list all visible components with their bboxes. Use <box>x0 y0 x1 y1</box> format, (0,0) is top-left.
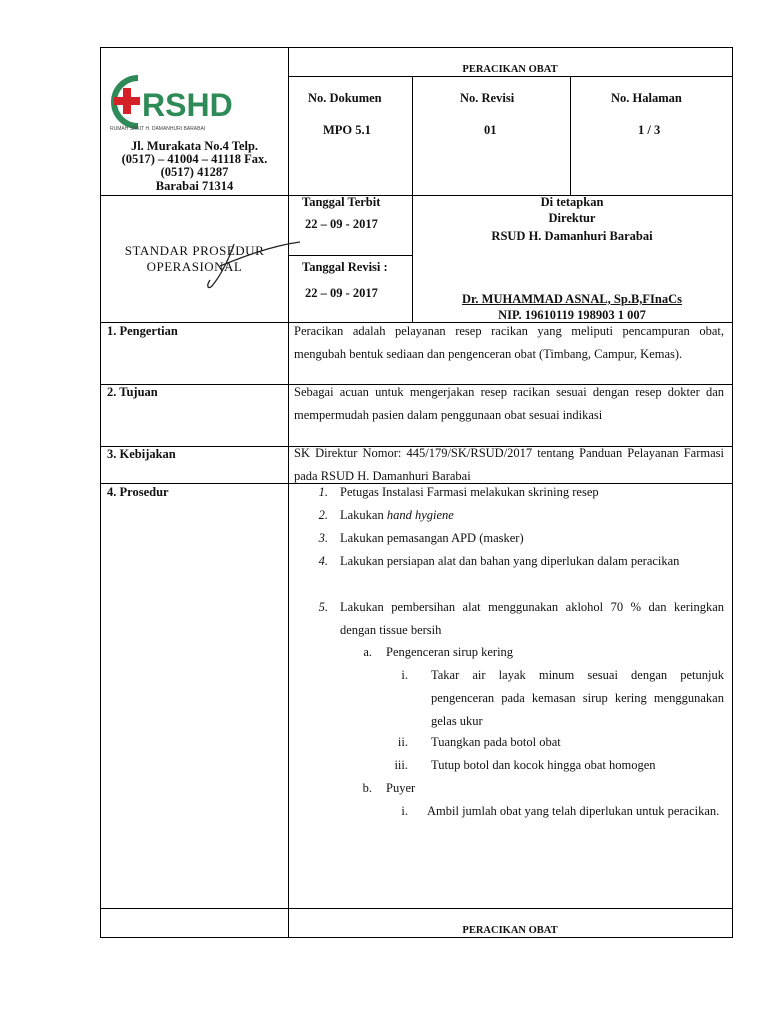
table-border <box>732 47 733 938</box>
step-number: 1. <box>318 485 328 499</box>
address-line: Barabai 71314 <box>155 179 234 193</box>
rsud-label: RSUD H. Damanhuri Barabai <box>491 229 653 243</box>
substep-text: Puyer <box>386 781 416 795</box>
footer-title: PERACIKAN OBAT <box>462 925 558 936</box>
sop-title: STANDAR PROSEDUR <box>124 243 265 258</box>
substep-letter: a. <box>363 645 372 659</box>
no-revisi-label: No. Revisi <box>460 91 515 105</box>
section-label-pengertian: 1. Pengertian <box>107 324 178 338</box>
table-border <box>288 47 289 938</box>
address-line: (0517) – 41004 – 41118 Fax. <box>121 152 268 166</box>
roman-number: i. <box>401 668 408 682</box>
document-title: PERACIKAN OBAT <box>462 64 558 75</box>
tanggal-terbit-label: Tanggal Terbit <box>302 195 381 209</box>
step-text: Lakukan persiapan alat dan bahan yang diperlukan dalam peracikan <box>340 554 680 568</box>
direktur-label: Direktur <box>548 211 596 225</box>
roman-number: i. <box>401 804 408 818</box>
svg-text:RUMAH SAKIT H. DAMANHURI BARAB: RUMAH SAKIT H. DAMANHURI BARABAI <box>110 126 206 132</box>
step-number: 3. <box>318 531 328 545</box>
step-text: Petugas Instalasi Farmasi melakukan skrining resep <box>340 485 599 499</box>
roman-text: Tutup botol dan kocok hingga obat homogen <box>431 758 656 772</box>
tanggal-terbit-value: 22 – 09 - 2017 <box>305 217 378 231</box>
address-line: Jl. Murakata No.4 Telp. <box>130 139 259 153</box>
roman-number: iii. <box>394 758 408 772</box>
pengertian-text: Peracikan adalah pelayanan resep racikan yang meliputi pencampuran obat, mengubah bentuk sediaan dan pengenceran obat (Timbang, Campur, Kemas). <box>294 324 724 361</box>
step-text: Lakukan pembersihan alat menggunakan aklohol 70 % dan keringkan dengan tissue bersih <box>340 600 724 637</box>
substep-text: Pengenceran sirup kering <box>386 645 514 659</box>
step-number: 5. <box>318 600 328 614</box>
ditetapkan-label: Di tetapkan <box>540 195 604 209</box>
tanggal-revisi-label: Tanggal Revisi : <box>302 260 388 274</box>
sop-title: OPERASIONAL <box>146 259 243 274</box>
tanggal-revisi-value: 22 – 09 - 2017 <box>305 286 378 300</box>
section-label-prosedur: 4. Prosedur <box>107 485 169 499</box>
table-border <box>288 255 412 256</box>
roman-text: Takar air layak minum sesuai dengan petunjuk pengenceran pada kemasan sirup kering menggunakan gelas ukur <box>431 668 724 728</box>
step-text: Lakukan pemasangan APD (masker) <box>340 531 524 545</box>
section-label-tujuan: 2. Tujuan <box>107 385 158 399</box>
roman-number: ii. <box>397 735 408 749</box>
no-revisi-value: 01 <box>484 123 497 137</box>
table-border <box>570 76 571 195</box>
table-border <box>100 47 733 48</box>
no-dokumen-value: MPO 5.1 <box>323 123 371 137</box>
director-nip: NIP. 19610119 198903 1 007 <box>498 308 646 322</box>
substep-letter: b. <box>362 781 372 795</box>
svg-text:RSHD: RSHD <box>142 87 233 123</box>
no-dokumen-label: No. Dokumen <box>308 91 382 105</box>
signature <box>200 236 304 292</box>
step-number: 2. <box>318 508 328 522</box>
director-name: Dr. MUHAMMAD ASNAL, Sp.B,FInaCs <box>461 292 683 306</box>
no-halaman-value: 1 / 3 <box>638 123 661 137</box>
roman-text: Ambil jumlah obat yang telah diperlukan untuk peracikan. <box>427 804 720 818</box>
no-halaman-label: No. Halaman <box>611 91 682 105</box>
section-label-kebijakan: 3. Kebijakan <box>107 447 176 461</box>
address-line: (0517) 41287 <box>160 165 229 179</box>
table-border <box>100 908 733 909</box>
roman-text: Tuangkan pada botol obat <box>431 735 561 749</box>
tujuan-text: Sebagai acuan untuk mengerjakan resep racikan sesuai dengan resep dokter dan mempermudah pasien dalam penggunaan obat sesuai indikasi <box>294 385 724 422</box>
rshd-logo <box>108 70 270 132</box>
step-number: 4. <box>318 554 328 568</box>
step-text: Lakukan hand hygiene <box>340 508 454 522</box>
kebijakan-text: SK Direktur Nomor: 445/179/SK/RSUD/2017 tentang Panduan Pelayanan Farmasi pada RSUD H. Damanhuri Barabai <box>294 446 724 483</box>
